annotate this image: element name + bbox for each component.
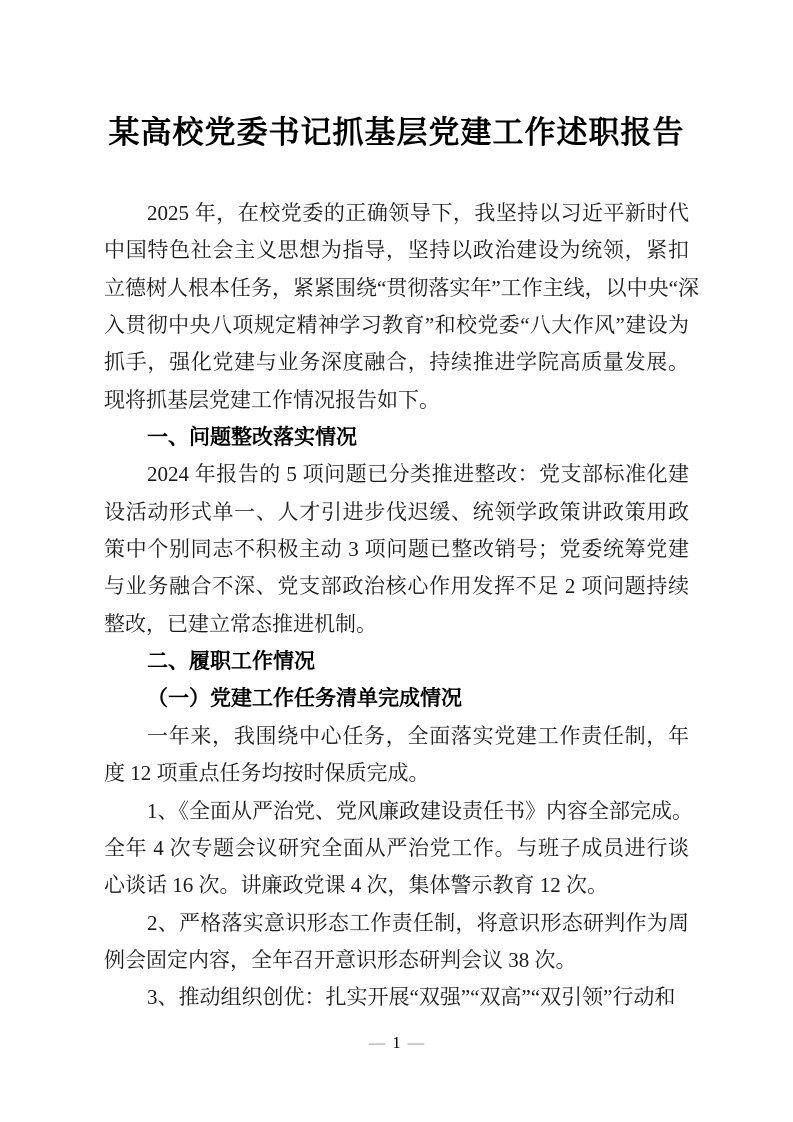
text-line: 与业务融合不深、党支部政治核心作用发挥不足 2 项问题持续 [104, 574, 689, 599]
paragraph-item-2 [104, 905, 689, 980]
page-number: 1 [392, 1033, 401, 1052]
paragraph-item-3 [104, 979, 689, 1016]
paragraph-rectification-detail [104, 456, 689, 643]
text-line: 全年 4 次专题会议研究全面从严治党工作。与班子成员进行谈 [104, 835, 689, 860]
document-body [104, 195, 699, 1017]
text-line: 3、推动组织创优：扎实开展“双强”“双高”“双引领”行动和 [147, 985, 676, 1010]
text-line: 一、问题整改落实情况 [147, 426, 357, 450]
text-line: 现将抓基层党建工作情况报告如下。 [104, 387, 440, 412]
document-title: 某高校党委书记抓基层党建工作述职报告 [108, 115, 685, 150]
text-line: 1、《全面从严治党、党风廉政建设责任书》内容全部完成。 [147, 798, 693, 823]
text-line: 2025 年，在校党委的正确领导下，我坚持以习近平新时代 [147, 201, 689, 225]
text-line: 整改，已建立常态推进机制。 [104, 611, 377, 636]
paragraph-item-1 [104, 793, 693, 905]
section-heading-duty-performance [104, 643, 689, 680]
text-line: 2024 年报告的 5 项问题已分类推进整改：党支部标准化建 [147, 462, 689, 487]
text-line: （一）党建工作任务清单完成情况 [147, 686, 462, 711]
page-footer [0, 1032, 793, 1054]
text-line: 策中个别同志不积极主动 3 项问题已整改销号；党委统筹党建 [104, 537, 689, 562]
text-line: 度 12 项重点任务均按时保质完成。 [104, 761, 430, 786]
text-line: 中国特色社会主义思想为指导，坚持以政治建设为统领，紧扣 [104, 238, 689, 263]
text-line: 入贯彻中央八项规定精神学习教育”和校党委“八大作风”建设为 [104, 313, 689, 338]
text-line: 2、严格落实意识形态工作责任制，将意识形态研判作为周 [147, 910, 689, 935]
text-line: 抓手，强化党建与业务深度融合，持续推进学院高质量发展。 [104, 350, 689, 375]
text-line: 例会固定内容，全年召开意识形态研判会议 38 次。 [104, 947, 577, 972]
subsection-heading-task-list [104, 680, 689, 717]
paragraph-task-overview [104, 718, 689, 793]
footer-left-dash: — [368, 1033, 386, 1052]
text-line: 二、履职工作情况 [147, 650, 315, 674]
section-heading-problem-rectification [104, 419, 689, 456]
paragraph-intro [104, 195, 699, 419]
text-line: 立德树人根本任务，紧紧围绕“贯彻落实年”工作主线，以中央“深 [104, 275, 699, 300]
footer-right-dash: — [407, 1033, 425, 1052]
text-line: 设活动形式单一、人才引进步伐迟缓、统领学政策讲政策用政 [104, 499, 689, 524]
text-line: 一年来，我围绕中心任务，全面落实党建工作责任制，年 [147, 723, 689, 748]
text-line: 心谈话 16 次。讲廉政党课 4 次，集体警示教育 12 次。 [104, 873, 608, 898]
